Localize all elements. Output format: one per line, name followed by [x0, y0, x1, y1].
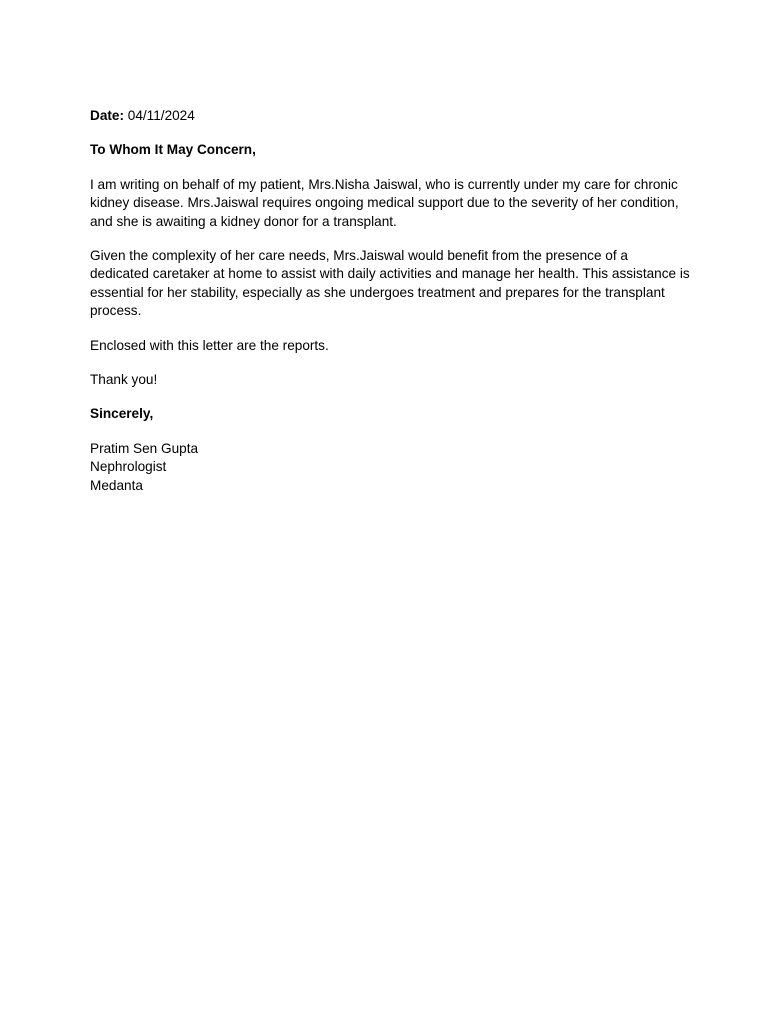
closing: Sincerely,: [90, 406, 154, 422]
signature-title: Nephrologist: [90, 459, 167, 475]
signature-block: [90, 440, 690, 495]
salutation: To Whom It May Concern,: [90, 142, 256, 158]
date-line: [90, 107, 690, 125]
body-paragraph-care-needs: Given the complexity of her care needs, Mrs.Jaiswal would benefit from the presence of a dedicated caretaker at home to assist with daily activities and manage her health. This assistance is essential for her stability, especially as she undergoes treatment and prepares for the transplant process.: [90, 248, 690, 319]
body-paragraph-thanks: Thank you!: [90, 372, 158, 388]
body-paragraph-intro: I am writing on behalf of my patient, Mrs.Nisha Jaiswal, who is currently under my care for chronic kidney disease. Mrs.Jaiswal requires ongoing medical support due to the severity of her condition, and she is awaiting a kidney donor for a transplant.: [90, 176, 679, 229]
date-value: 04/11/2024: [127, 108, 195, 123]
date-label: Date:: [90, 108, 124, 123]
letter-document: [90, 107, 690, 511]
signature-name: Pratim Sen Gupta: [90, 440, 199, 456]
body-paragraph-enclosure: Enclosed with this letter are the reports.: [90, 337, 329, 353]
signature-organization: Medanta: [90, 477, 143, 493]
